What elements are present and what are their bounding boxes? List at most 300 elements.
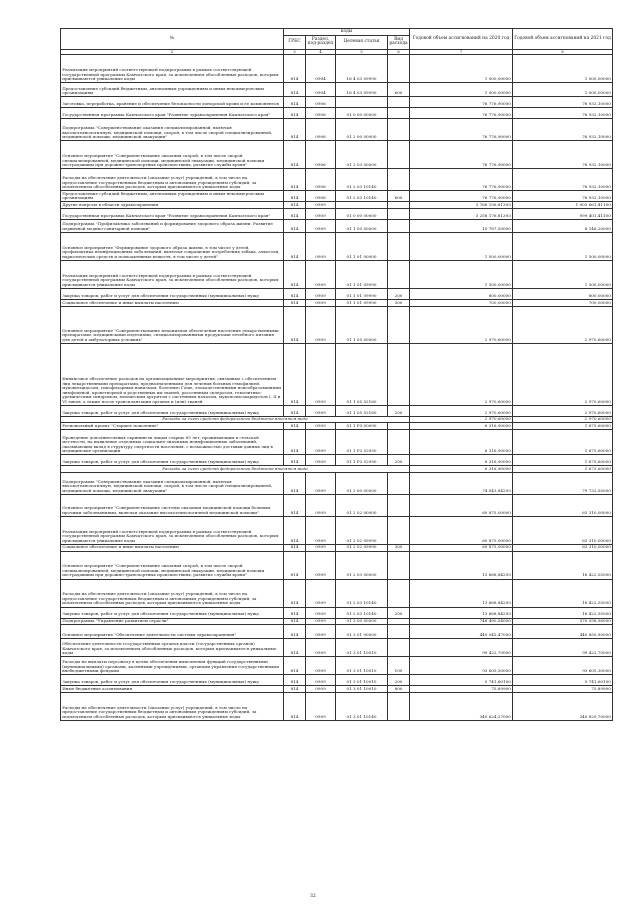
row-name: Основное мероприятие "Совершенствование системы оказания медицинской помощи больным прочими заболеваниями, включая оказание высокотехнологичной медицинской помощи" xyxy=(61,494,284,516)
row-expense-type xyxy=(388,494,410,516)
table-row xyxy=(61,579,613,607)
row-volume-2021: 1 500,00000 xyxy=(513,261,613,289)
row-section: 0906 xyxy=(306,119,336,141)
row-section: 0909 xyxy=(306,494,336,516)
table-row xyxy=(61,108,613,119)
col-number: 8 xyxy=(513,49,613,55)
row-volume-2021: 76 932,10000 xyxy=(513,119,613,141)
row-grbs: 814 xyxy=(284,119,306,141)
row-grbs: 814 xyxy=(284,55,306,83)
row-name: Закупка товаров, работ и услуг для обеспечения государственных (муниципальных) нужд xyxy=(61,675,284,686)
row-article: 01 1 P3 52950 xyxy=(336,430,388,455)
row-name: Социальное обеспечение и иные выплаты населению xyxy=(61,544,284,551)
table-body xyxy=(61,49,613,720)
row-volume-2021: 1 675,60000 xyxy=(513,430,613,455)
row-article: 01 3 01 10010 xyxy=(336,639,388,657)
table-row xyxy=(61,430,613,455)
table-row xyxy=(61,686,613,693)
row-expense-type: 100 xyxy=(388,657,410,675)
row-expense-type: 200 xyxy=(388,607,410,618)
row-article: 01 0 00 00000 xyxy=(336,209,388,220)
table-row xyxy=(61,544,613,551)
header-number: № xyxy=(61,29,284,50)
row-volume-2020: 5 741,60100 xyxy=(410,675,513,686)
row-volume-2021: 75,89900 xyxy=(513,686,613,693)
row-volume-2020: 440 045,47000 xyxy=(410,625,513,639)
row-section: 0909 xyxy=(306,343,336,405)
row-grbs: 814 xyxy=(284,306,306,343)
row-expense-type xyxy=(388,618,410,625)
row-name: Реализация мероприятий соответствующей подпрограммы в рамках соответствующей государственной программы Камчатского края, за исключением обособленных расходов, которым присваиваются уникальные коды xyxy=(61,516,284,544)
row-article: 01 1 01 00000 xyxy=(336,233,388,261)
row-expense-type xyxy=(388,119,410,141)
row-volume-2020: 76 776,90000 xyxy=(410,108,513,119)
row-name: Государственная программа Камчатского края "Развитие здравоохранения Камчатского края" xyxy=(61,108,284,119)
row-expense-type xyxy=(388,141,410,169)
row-article: 01 2 03 10140 xyxy=(336,169,388,191)
row-name: Социальное обеспечение и иные выплаты населению xyxy=(61,300,284,307)
row-volume-2020: 6 316,90000 xyxy=(410,455,513,466)
row-name: Реализация мероприятий соответствующей подпрограммы в рамках соответствующей государственной программы Камчатского края, за исключением обособленных расходов, которым присваиваются уникальные коды xyxy=(61,261,284,289)
row-expense-type xyxy=(388,343,410,405)
row-grbs: 814 xyxy=(284,686,306,693)
table-row xyxy=(61,657,613,675)
row-grbs: 814 xyxy=(284,108,306,119)
table-row xyxy=(61,233,613,261)
row-volume-2020: 2 970,60000 xyxy=(410,306,513,343)
table-row xyxy=(61,675,613,686)
note-volume-2021: 2 970,60000 xyxy=(513,416,613,423)
row-volume-2020: 76 776,90000 xyxy=(410,169,513,191)
col-number: 7 xyxy=(410,49,513,55)
row-grbs: 814 xyxy=(284,405,306,416)
row-article: 01 1 05 00000 xyxy=(336,306,388,343)
row-volume-2021: 2 970,60000 xyxy=(513,405,613,416)
table-row xyxy=(61,169,613,191)
row-article: 01 2 03 00000 xyxy=(336,551,388,579)
row-volume-2020: 1 000,00000 xyxy=(410,55,513,83)
table-row xyxy=(61,261,613,289)
row-volume-2021: 76 932,10000 xyxy=(513,108,613,119)
row-volume-2021: 2 970,60000 xyxy=(513,306,613,343)
row-article: 01 3 01 10140 xyxy=(336,692,388,720)
row-volume-2021: 2 970,60000 xyxy=(513,343,613,405)
table-row xyxy=(61,455,613,466)
row-section: 0909 xyxy=(306,675,336,686)
row-name: Иные бюджетные ассигнования xyxy=(61,686,284,693)
row-volume-2021: 999 401,41100 xyxy=(513,209,613,220)
table-row xyxy=(61,141,613,169)
row-section: 0909 xyxy=(306,551,336,579)
row-expense-type xyxy=(388,202,410,209)
row-grbs: 814 xyxy=(284,289,306,300)
header-grbs: ГРБС xyxy=(284,35,306,49)
row-volume-2020: 60 875,00000 xyxy=(410,544,513,551)
note-volume-2020: 2 970,60000 xyxy=(410,416,513,423)
row-article: 01 1 01 09990 xyxy=(336,300,388,307)
header-article: Целевая статья xyxy=(336,35,388,49)
row-expense-type: 600 xyxy=(388,191,410,202)
row-section: 0909 xyxy=(306,423,336,430)
row-expense-type: 200 xyxy=(388,405,410,416)
row-volume-2021: 700,00000 xyxy=(513,300,613,307)
row-section: 0909 xyxy=(306,579,336,607)
row-volume-2020: 76 776,90000 xyxy=(410,141,513,169)
row-name: Предоставление субсидий бюджетным, автономным учреждениям и иным некоммерческим организациям xyxy=(61,191,284,202)
row-article: 01 2 00 00000 xyxy=(336,472,388,494)
row-expense-type: 200 xyxy=(388,455,410,466)
row-name: Заготовка, переработка, хранение и обеспечение безопасности донорской крови и ее компонентов xyxy=(61,97,284,108)
table-row xyxy=(61,618,613,625)
table-row xyxy=(61,289,613,300)
row-expense-type xyxy=(388,261,410,289)
header-section: Раздел, под-раздел xyxy=(306,35,336,49)
row-article: 01 2 03 00000 xyxy=(336,141,388,169)
row-section: 0909 xyxy=(306,261,336,289)
table-row xyxy=(61,551,613,579)
row-article: 16 4 03 09990 xyxy=(336,55,388,83)
row-section: 0909 xyxy=(306,686,336,693)
row-section: 0909 xyxy=(306,472,336,494)
row-section: 0909 xyxy=(306,300,336,307)
row-article: 01 1 05 52160 xyxy=(336,405,388,416)
row-name: Финансовое обеспечение расходов на организационные мероприятия, связанные с обеспечением лиц лекарственными препаратами, предназначенными для лечения больных гемофилией, муковисцидозом, гипофизарным нанизмом, болезнью Гоше, злокачественными новообразованиями лимфоидной, кроветворной и родственных им тканей, рассеянным склерозом, гемолитико-уремическим синдромом, юношеским артритом с системным началом, мукополисахаридозом I, II и VI типов, а также после трансплантации органов и (или) тканей xyxy=(61,343,284,405)
row-volume-2021: 6 146,20000 xyxy=(513,220,613,233)
row-grbs: 814 xyxy=(284,455,306,466)
row-grbs: 814 xyxy=(284,544,306,551)
table-row xyxy=(61,300,613,307)
row-article: 01 2 02 09990 xyxy=(336,544,388,551)
row-section: 0909 xyxy=(306,618,336,625)
row-volume-2021: 63 310,00000 xyxy=(513,494,613,516)
budget-table xyxy=(60,28,613,721)
row-article: 01 3 01 10010 xyxy=(336,657,388,675)
page-number: 32 xyxy=(310,894,316,899)
row-volume-2021: 63 310,00000 xyxy=(513,516,613,544)
row-grbs: 814 xyxy=(284,233,306,261)
row-expense-type: 200 xyxy=(388,675,410,686)
row-grbs: 814 xyxy=(284,516,306,544)
row-volume-2021: 76 932,10000 xyxy=(513,97,613,108)
row-grbs: 814 xyxy=(284,551,306,579)
col-number: 2 xyxy=(61,49,284,55)
row-expense-type xyxy=(388,306,410,343)
note-volume-2021: 1 675,60000 xyxy=(513,466,613,473)
federal-note: Расходы за счет средств федерального бюджета вносятся вида xyxy=(61,416,410,423)
row-grbs: 814 xyxy=(284,300,306,307)
row-section: 0909 xyxy=(306,209,336,220)
row-grbs: 814 xyxy=(284,657,306,675)
row-volume-2020: 340 624,27000 xyxy=(410,692,513,720)
row-volume-2021: 340 829,70000 xyxy=(513,692,613,720)
row-expense-type xyxy=(388,220,410,233)
table-row xyxy=(61,343,613,405)
row-expense-type: 200 xyxy=(388,289,410,300)
row-section: 0906 xyxy=(306,191,336,202)
note-volume-2020: 6 316,90000 xyxy=(410,466,513,473)
row-grbs: 814 xyxy=(284,209,306,220)
row-name: Закупка товаров, работ и услуг для обеспечения государственных (муниципальных) нужд xyxy=(61,289,284,300)
row-name: Расходы на обеспечение деятельности (оказание услуг) учреждений, в том числе на предоставление государственным бюджетным и автономным учреждениям субсидий, за исключением обособленных расходов, которым присваиваются уникальные коды xyxy=(61,692,284,720)
row-section: 0906 xyxy=(306,97,336,108)
row-volume-2020: 76 776,90000 xyxy=(410,119,513,141)
row-article: 01 3 01 10010 xyxy=(336,675,388,686)
row-expense-type: 300 xyxy=(388,300,410,307)
row-section: 0906 xyxy=(306,169,336,191)
row-section: 0904 xyxy=(306,55,336,83)
row-volume-2021: 76 932,10000 xyxy=(513,169,613,191)
table-row xyxy=(61,639,613,657)
row-name: Закупка товаров, работ и услуг для обеспечения государственных (муниципальных) нужд xyxy=(61,455,284,466)
row-section: 0909 xyxy=(306,202,336,209)
col-number: 4 xyxy=(306,49,336,55)
row-volume-2021: 16 422,55000 xyxy=(513,579,613,607)
row-volume-2020: 93 605,30000 xyxy=(410,657,513,675)
row-volume-2021: 79 732,55000 xyxy=(513,472,613,494)
row-volume-2020: 10 787,50000 xyxy=(410,220,513,233)
table-row xyxy=(61,516,613,544)
row-expense-type xyxy=(388,639,410,657)
row-grbs: 814 xyxy=(284,220,306,233)
row-volume-2021: 440 850,90000 xyxy=(513,625,613,639)
row-expense-type xyxy=(388,625,410,639)
row-name: Расходы на обеспечение деятельности (оказание услуг) учреждений, в том числе на предоставление государственным бюджетным и автономным учреждениям субсидий, за исключением обособленных расходов, которым присваиваются уникальные коды xyxy=(61,579,284,607)
row-grbs: 814 xyxy=(284,141,306,169)
row-section: 0909 xyxy=(306,455,336,466)
row-article: 01 1 01 09990 xyxy=(336,289,388,300)
row-name: Основное мероприятие "Совершенствование оказания скорой, в том числе скорой специализированной, медицинской помощи, медицинской эвакуации, медицинской помощи пострадавшим при дорожно-транспортных происшествиях, развитие службы крови" xyxy=(61,551,284,579)
col-number: 5 xyxy=(336,49,388,55)
row-expense-type: 300 xyxy=(388,544,410,551)
row-expense-type xyxy=(388,430,410,455)
row-volume-2021: 1 500,00000 xyxy=(513,233,613,261)
row-volume-2020: 75,89900 xyxy=(410,686,513,693)
row-name: Расходы на выплаты персоналу в целях обеспечения выполнения функций государственными (муниципальными) органами, казенными учреждениями, органами управления государственными внебюджетными фондами xyxy=(61,657,284,675)
row-volume-2020: 2 970,60000 xyxy=(410,405,513,416)
row-expense-type xyxy=(388,692,410,720)
table-row xyxy=(61,494,613,516)
row-grbs: 814 xyxy=(284,261,306,289)
row-name: Государственная программа Камчатского края "Развитие здравоохранения Камчатского края" xyxy=(61,209,284,220)
row-article: 01 1 00 00000 xyxy=(336,220,388,233)
row-volume-2021: 99 422,70000 xyxy=(513,639,613,657)
row-expense-type xyxy=(388,209,410,220)
row-grbs: 814 xyxy=(284,97,306,108)
row-grbs: 814 xyxy=(284,191,306,202)
row-volume-2020: 6 316,90000 xyxy=(410,423,513,430)
row-expense-type: 800 xyxy=(388,686,410,693)
row-volume-2021: 5 741,60100 xyxy=(513,675,613,686)
row-name: Подпрограмма "Совершенствование оказания специализированной, включая высокотехнологичную, медицинской помощи, скорой, в том числе скорой специализированной, медицинской помощи, медицинской эвакуации" xyxy=(61,119,284,141)
row-grbs: 814 xyxy=(284,472,306,494)
row-section: 0909 xyxy=(306,289,336,300)
row-name: Реализация мероприятий соответствующей подпрограммы в рамках соответствующей государственной программы Камчатского края, за исключением обособленных расходов, которым присваиваются уникальные коды xyxy=(61,55,284,83)
row-article: 01 1 P3 52950 xyxy=(336,455,388,466)
row-name: Основное мероприятие "Формирование здорового образа жизни, в том числе у детей, профилактика неинфекционных заболеваний, включая сокращение потребления табака, алкоголя, наркотических средств и психоактивных веществ, в том числе у детей" xyxy=(61,233,284,261)
row-section: 0909 xyxy=(306,692,336,720)
row-section: 0909 xyxy=(306,639,336,657)
row-article: 01 3 01 00000 xyxy=(336,625,388,639)
row-grbs: 814 xyxy=(284,675,306,686)
col-number: 3 xyxy=(284,49,306,55)
row-volume-2020: 800,00000 xyxy=(410,289,513,300)
row-section: 0909 xyxy=(306,220,336,233)
row-article: 01 1 P3 00000 xyxy=(336,423,388,430)
row-article xyxy=(336,97,388,108)
row-expense-type xyxy=(388,169,410,191)
row-section: 0909 xyxy=(306,306,336,343)
row-volume-2020: 13 668,84293 xyxy=(410,579,513,607)
row-grbs: 814 xyxy=(284,579,306,607)
row-article: 16 4 03 09990 xyxy=(336,83,388,97)
row-grbs: 814 xyxy=(284,618,306,625)
table-row xyxy=(61,209,613,220)
row-article: 01 1 01 09990 xyxy=(336,261,388,289)
row-volume-2020: 60 875,00000 xyxy=(410,516,513,544)
row-section: 0909 xyxy=(306,607,336,618)
federal-budget-note-row xyxy=(61,416,613,423)
row-name: Основное мероприятие "Совершенствование оказания скорой, в том числе скорой специализированной, медицинской помощи, медицинской эвакуации, медицинской помощи пострадавшим при дорожно-транспортных происшествиях, развитие службы крови" xyxy=(61,141,284,169)
row-expense-type xyxy=(388,108,410,119)
row-name: Обеспечение деятельности государственных органов власти (государственных органов) Камчатского края, за исключением обособленных расходов, которым присваиваются уникальные коды xyxy=(61,639,284,657)
row-section: 0909 xyxy=(306,233,336,261)
row-section: 0909 xyxy=(306,430,336,455)
row-expense-type xyxy=(388,472,410,494)
row-section: 0906 xyxy=(306,108,336,119)
row-name: Региональный проект "Старшее поколение" xyxy=(61,423,284,430)
table-row xyxy=(61,607,613,618)
table-row xyxy=(61,97,613,108)
row-article: 01 2 03 10140 xyxy=(336,191,388,202)
row-expense-type xyxy=(388,97,410,108)
row-section: 0909 xyxy=(306,405,336,416)
row-article: 01 3 01 10010 xyxy=(336,686,388,693)
row-volume-2020: 1 000,00000 xyxy=(410,83,513,97)
table-row xyxy=(61,202,613,209)
row-section: 0909 xyxy=(306,516,336,544)
header-volume-2020: Годовой объем ассигнований на 2020 год xyxy=(410,29,513,50)
row-name: Расходы на обеспечение деятельности (оказание услуг) учреждений, в том числе на предоставление государственным бюджетным и автономным учреждениям субсидий, за исключением обособленных расходов, которым присваиваются уникальные коды xyxy=(61,169,284,191)
row-grbs: 814 xyxy=(284,692,306,720)
row-volume-2021: 1 675,60000 xyxy=(513,455,613,466)
table-row xyxy=(61,306,613,343)
header-volume-2021: Годовой объем ассигнований на 2021 год xyxy=(513,29,613,50)
row-grbs: 814 xyxy=(284,169,306,191)
row-expense-type xyxy=(388,551,410,579)
row-grbs: 814 xyxy=(284,639,306,657)
row-volume-2020: 13 668,84293 xyxy=(410,607,513,618)
row-grbs: 814 xyxy=(284,494,306,516)
row-article: 01 0 00 00000 xyxy=(336,108,388,119)
row-volume-2021: 1 000,00000 xyxy=(513,83,613,97)
table-row xyxy=(61,625,613,639)
row-volume-2020: 700,00000 xyxy=(410,300,513,307)
row-volume-2020: 76 776,90000 xyxy=(410,191,513,202)
row-volume-2020: 2 970,60000 xyxy=(410,343,513,405)
row-volume-2021: 93 605,30000 xyxy=(513,657,613,675)
row-grbs: 814 xyxy=(284,423,306,430)
row-volume-2021: 63 310,00000 xyxy=(513,544,613,551)
row-volume-2020: 3 258 176,81393 xyxy=(410,209,513,220)
row-grbs: 814 xyxy=(284,343,306,405)
table-row xyxy=(61,119,613,141)
row-volume-2020: 13 668,84293 xyxy=(410,551,513,579)
row-name: Подпрограмма "Профилактика заболеваний и формирование здорового образа жизни. Развитие первичной медико-санитарной помощи" xyxy=(61,220,284,233)
row-expense-type xyxy=(388,579,410,607)
row-section: 0909 xyxy=(306,544,336,551)
row-article: 01 2 00 00000 xyxy=(336,119,388,141)
row-section: 0906 xyxy=(306,141,336,169)
row-grbs: 814 xyxy=(284,202,306,209)
table-row xyxy=(61,191,613,202)
row-grbs: 814 xyxy=(284,83,306,97)
row-name: Подпрограмма "Управление развитием отрасли" xyxy=(61,618,284,625)
row-name: Закупка товаров, работ и услуг для обеспечения государственных (муниципальных) нужд xyxy=(61,405,284,416)
row-volume-2020: 3 766 156,81393 xyxy=(410,202,513,209)
row-volume-2021: 16 422,55000 xyxy=(513,607,613,618)
table-row xyxy=(61,405,613,416)
header-codes: коды xyxy=(284,29,410,36)
row-volume-2020: 1 500,00000 xyxy=(410,233,513,261)
table-row xyxy=(61,220,613,233)
row-name: Основное мероприятие "Совершенствование механизмов обеспечения населения лекарственными препаратами, медицинскими изделиями, специализированными продуктами лечебного питания для детей в амбулаторных условиях" xyxy=(61,306,284,343)
table-row xyxy=(61,55,613,83)
row-volume-2020: 6 316,90000 xyxy=(410,430,513,455)
row-grbs: 814 xyxy=(284,625,306,639)
budget-sheet xyxy=(60,28,612,721)
row-article: 01 2 02 09990 xyxy=(336,516,388,544)
row-article: 01 2 03 10140 xyxy=(336,607,388,618)
row-expense-type: 600 xyxy=(388,83,410,97)
row-volume-2020: 746 490,54000 xyxy=(410,618,513,625)
row-volume-2021: 76 932,10000 xyxy=(513,191,613,202)
federal-note: Расходы за счет средств федерального бюджета вносятся вида xyxy=(61,466,410,473)
row-expense-type xyxy=(388,516,410,544)
row-volume-2020: 1 500,00000 xyxy=(410,261,513,289)
table-row xyxy=(61,423,613,430)
row-name: Основное мероприятие "Обеспечение деятельности системы здравоохранения" xyxy=(61,625,284,639)
row-article: 01 2 03 10140 xyxy=(336,579,388,607)
header-expense-type: Вид расхода xyxy=(388,35,410,49)
row-volume-2020: 99 422,70000 xyxy=(410,639,513,657)
row-name: Другие вопросы в области здравоохранения xyxy=(61,202,284,209)
row-article: 01 1 05 52160 xyxy=(336,343,388,405)
row-volume-2020: 74 543,84293 xyxy=(410,472,513,494)
row-section: 0909 xyxy=(306,657,336,675)
table-row xyxy=(61,472,613,494)
federal-budget-note-row xyxy=(61,466,613,473)
row-volume-2020: 60 875,00000 xyxy=(410,494,513,516)
row-grbs: 814 xyxy=(284,607,306,618)
col-number: 6 xyxy=(388,49,410,55)
row-name: Подпрограмма "Совершенствование оказания специализированной, включая высокотехнологичную, медицинской помощи, скорой, в том числе скорой специализированной, медицинской помощи, медицинской эвакуации" xyxy=(61,472,284,494)
row-name: Закупка товаров, работ и услуг для обеспечения государственных (муниципальных) нужд xyxy=(61,607,284,618)
row-article: 01 3 00 00000 xyxy=(336,618,388,625)
row-volume-2021: 1 000,00000 xyxy=(513,55,613,83)
table-row xyxy=(61,83,613,97)
row-article: 01 2 02 00000 xyxy=(336,494,388,516)
row-grbs: 814 xyxy=(284,430,306,455)
row-volume-2021: 1 003 661,41100 xyxy=(513,202,613,209)
row-volume-2021: 1 675,60000 xyxy=(513,423,613,430)
row-name: Предоставление субсидий бюджетным, автономным учреждениям и иным некоммерческим организациям xyxy=(61,83,284,97)
row-expense-type xyxy=(388,55,410,83)
row-section: 0909 xyxy=(306,625,336,639)
table-row xyxy=(61,692,613,720)
row-section: 0904 xyxy=(306,83,336,97)
row-volume-2021: 16 422,55000 xyxy=(513,551,613,579)
row-name: Проведение дополнительных скринингов лицам старше 65 лет, проживающим в сельской местности, на выявление отдельных социально-значимых неинфекционных заболеваний, оказывающих вклад в структуру смертности населения, с возможностью доставки данных лиц в медицинские организации xyxy=(61,430,284,455)
